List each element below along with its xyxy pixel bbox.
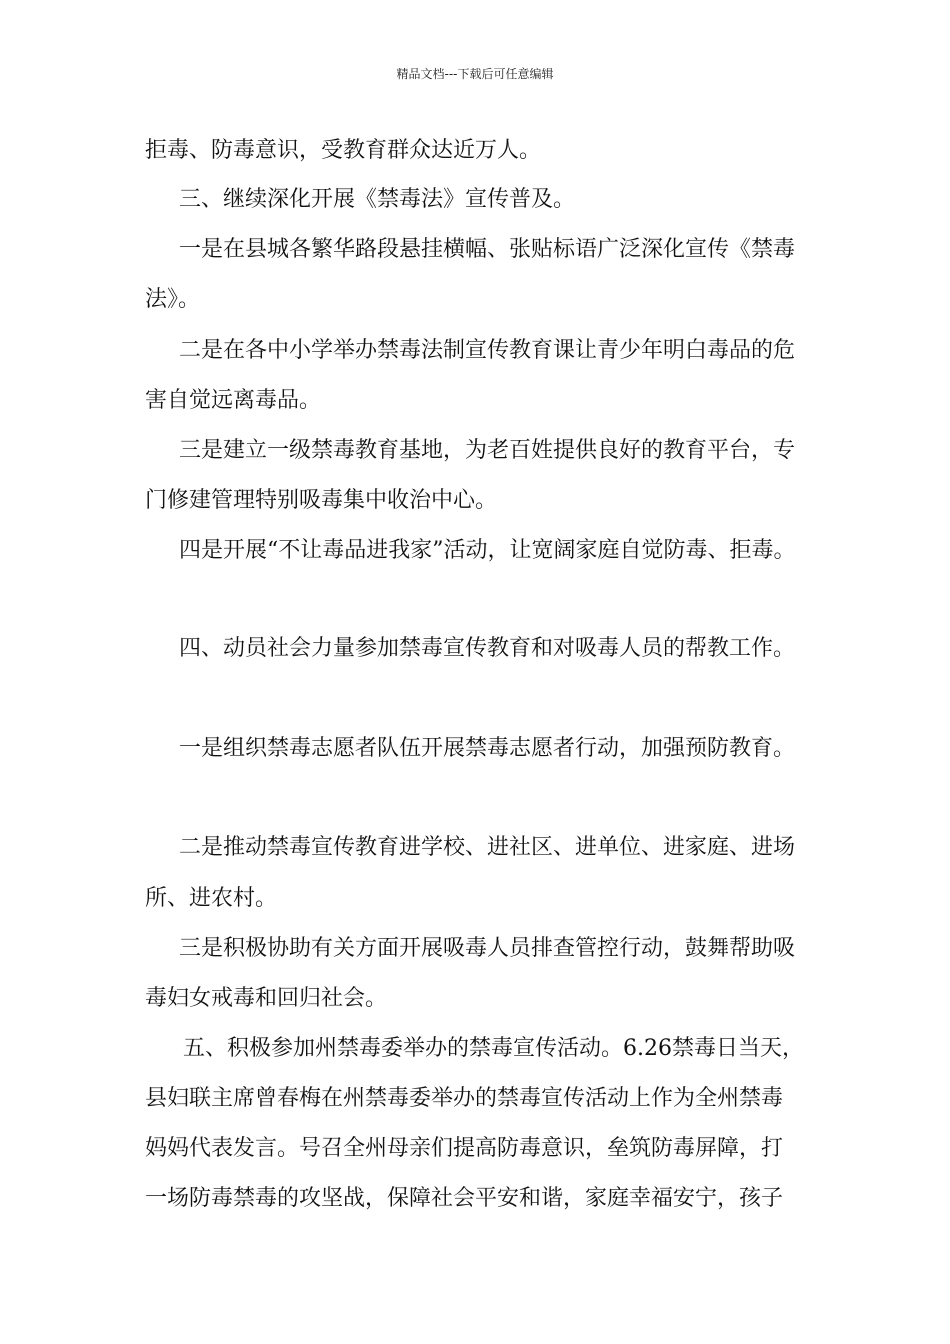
body-line-4: 法》。 [145, 287, 201, 312]
body-line-18: 妈妈代表发言。号召全州母亲们提高防毒意识，垒筑防毒屏障，打 [145, 1136, 784, 1161]
section-heading-4: 四、动员社会力量参加禁毒宣传教育和对吸毒人员的帮教工作。 [179, 636, 796, 661]
body-line-13: 所、进农村。 [145, 886, 278, 911]
body-line-1: 拒毒、防毒意识，受教育群众达近万人。 [145, 138, 542, 163]
section-heading-3: 三、继续深化开展《禁毒法》宣传普及。 [179, 187, 576, 212]
body-line-7: 三是建立一级禁毒教育基地，为老百姓提供良好的教育平台，专 [179, 438, 796, 463]
body-line-11: 一是组织禁毒志愿者队伍开展禁毒志愿者行动，加强预防教育。 [179, 736, 796, 761]
body-line-15: 毒妇女戒毒和回归社会。 [145, 986, 388, 1011]
body-line-17: 县妇联主席曾春梅在州禁毒委举办的禁毒宣传活动上作为全州禁毒 [145, 1086, 784, 1111]
section-heading-5: 五、积极参加州禁毒委举办的禁毒宣传活动。6.26禁毒日当天， [183, 1036, 804, 1061]
page-header: 精品文档---下载后可任意编辑 [396, 67, 554, 81]
body-line-19: 一场防毒禁毒的攻坚战，保障社会平安和谐，家庭幸福安宁，孩子 [145, 1186, 784, 1211]
body-line-9: 四是开展“不让毒品进我家”活动，让宽阔家庭自觉防毒、拒毒。 [179, 538, 796, 563]
body-line-14: 三是积极协助有关方面开展吸毒人员排查管控行动，鼓舞帮助吸 [179, 936, 796, 961]
body-line-12: 二是推动禁毒宣传教育进学校、进社区、进单位、进家庭、进场 [179, 835, 796, 860]
body-line-8: 门修建管理特别吸毒集中收治中心。 [145, 488, 498, 513]
body-line-5: 二是在各中小学举办禁毒法制宣传教育课让青少年明白毒品的危 [179, 338, 796, 363]
body-line-6: 害自觉远离毒品。 [145, 388, 322, 413]
body-line-3: 一是在县城各繁华路段悬挂横幅、张贴标语广泛深化宣传《禁毒 [179, 237, 796, 262]
